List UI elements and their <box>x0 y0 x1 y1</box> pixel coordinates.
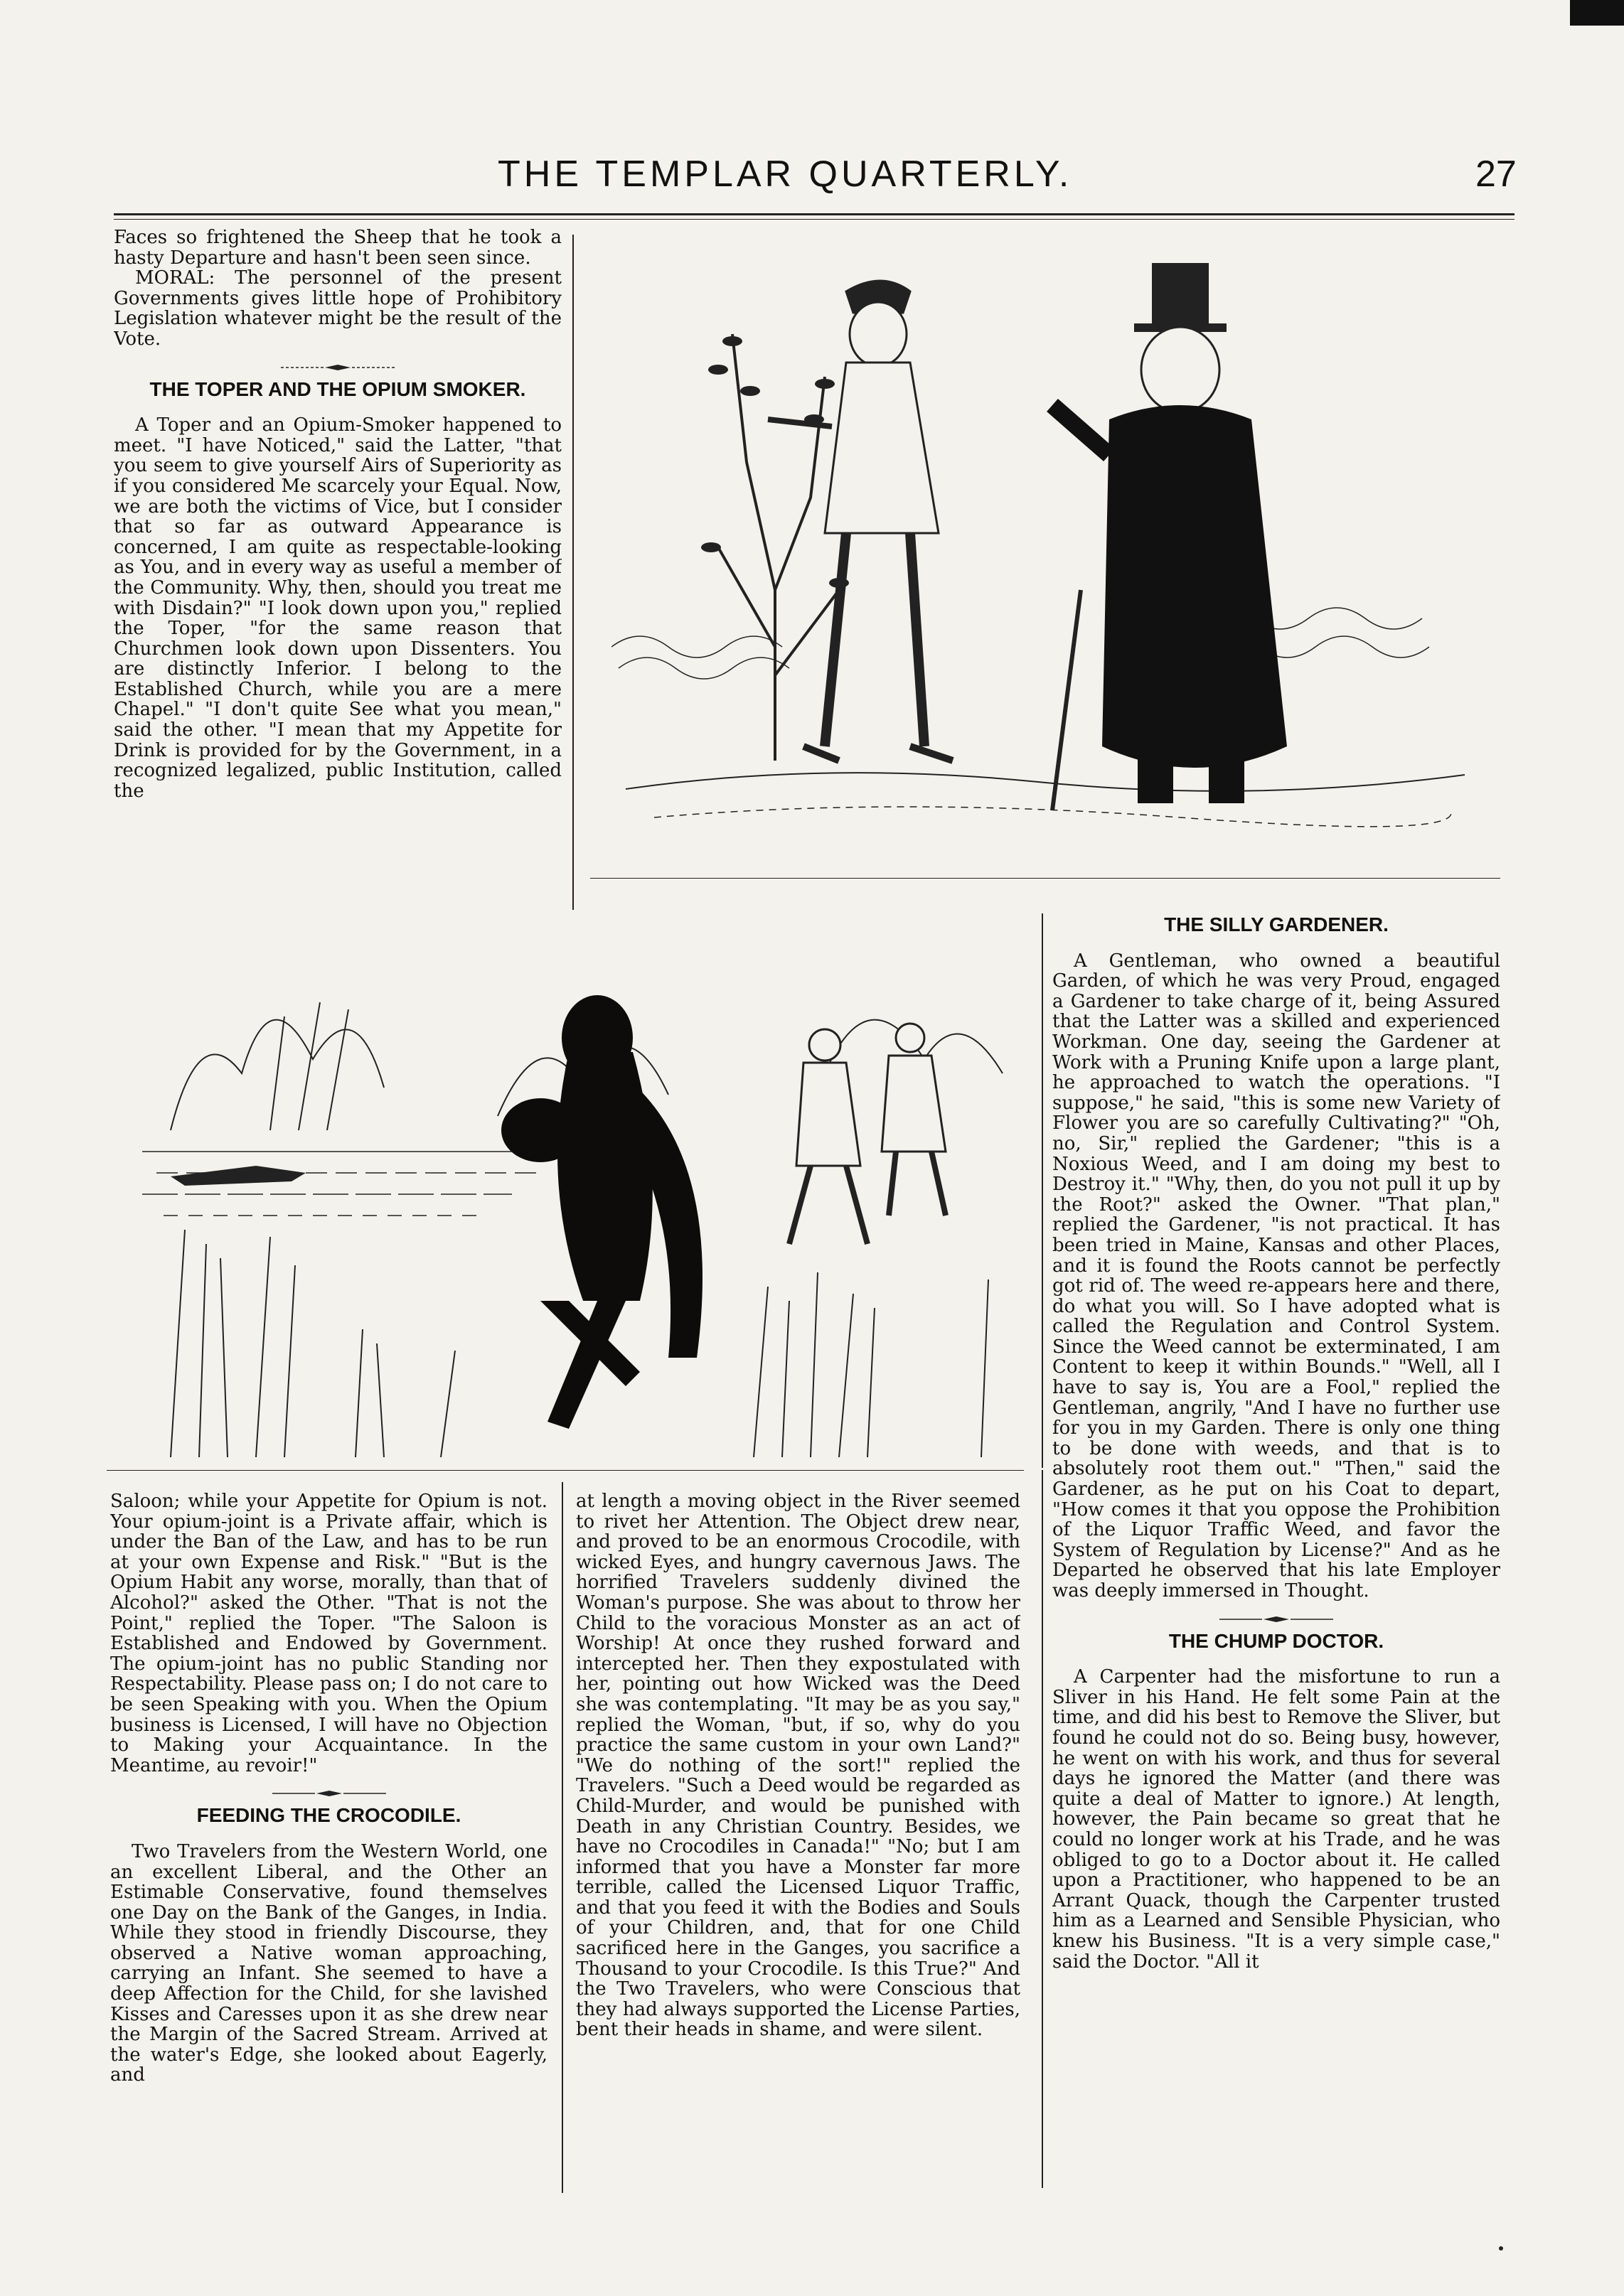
story-body: A Gentleman, who owned a beautiful Garden, of which he was very Proud, engaged a Gardener to take charge of it, being Assured that the Latter was a skilled and experienced Workman. One day, seeing the Gardener at Work with a Pruning Knife upon a large plant, he approached to watch the operations. "I suppose," he said, "this is some new Variety of Flower you are so carefully Cultivating?" "Oh, no, Sir," replied the Gardener; "this is a Noxious Weed, and I am doing my best to Destroy it." "Why, then, do you not pull it up by the Root?" asked the Owner. "That plan," replied the Gardener, "is not practical. It has been tried in Maine, Kansas and other Places, and it is found the Roots cannot be perfectly got rid of. The weed re-appears here and there, do what you will. So I have adopted what is called the Regulation and Control System. Since the Weed cannot be exterminated, I am Content to keep it within Bounds." "Well, all I have to say is, You are a Fool," replied the Gentleman, angrily, "And I have no further use for you in my Garden. There is only one thing to be done with weeds, and that is to absolutely root them out." "Then," said the Gardener, as he put on his Coat to depart, "How comes it that you oppose the Prohibition of the Liquor Traffic Weed, and favor the System of Regulation by License?" And as he Departed he observed that his late Employer was deeply immersed in Thought. <box>1052 950 1500 1602</box>
header-rule <box>114 213 1515 215</box>
section-ornament <box>272 1790 386 1797</box>
header-rule-thin <box>114 219 1515 220</box>
story-continuation: Faces so frightened the Sheep that he took a hasty Departure and hasn't been seen since. <box>114 227 562 269</box>
left-top-column <box>114 227 562 903</box>
column-divider <box>562 1482 563 2193</box>
page-speck <box>1499 2246 1503 2251</box>
right-column <box>1052 906 1500 2186</box>
column-divider <box>1042 1470 1043 2188</box>
page-number: 27 <box>1475 154 1517 195</box>
story-body: A Carpenter had the misfortune to run a Sliver in his Hand. He felt some Pain at the time, and did his best to Remove the Sliver, but found he could not do so. Being busy, however, he went on with his work, and thus for several days he ignored the Matter (and there was quite a deal of Matter to ignore.) At length, however, the Pain became so great that he could no longer work at his Trade, and he was obliged to go to a Doctor about it. He called upon a Practitioner, who happened to be an Arrant Quack, though the Carpenter trusted him as a Learned and Sensible Physician, who knew his Business. "It is a very simple case," said the Doctor. "All it <box>1052 1666 1500 1973</box>
running-header-title: THE TEMPLAR QUARTERLY. <box>498 154 1073 195</box>
story-heading: THE TOPER AND THE OPIUM SMOKER. <box>149 377 526 400</box>
story-body: A Toper and an Opium-Smoker happened to meet. "I have Noticed," said the Latter, "that you seem to give yourself Airs of Superiority as if you considered Me scarcely your Equal. Now, we are both the victims of Vice, but I consider that so far as outward Appearance is concerned, I am quite as respectable-looking as You, and in every way as useful a member of the Community. Why, then, should you treat me with Disdain?" "I look down upon you," replied the Toper, "for the same reason that Churchmen look down upon Dissenters. You are distinctly Inferior. I belong to the Established Church, while you are a mere Chapel." "I don't quite See what you mean," said the other. "I mean that my Appetite for Drink is provided for by the Government, in a recognized legalized, public Institution, called the <box>114 414 562 802</box>
story-continuation: at length a moving object in the River seemed to rivet her Attention. The Object drew near, and proved to be an enormous Crocodile, with wicked Eyes, and hungry cavernous Jaws. The horrified Travelers suddenly divined the Woman's purpose. She was about to throw her Child to the voracious Monster as an act of Worship! At once they rushed forward and intercepted her. Then they expostulated with her, pointing out how Wicked was the Deed she was contemplating. "It may be as you say," replied the Woman, "but, if so, why do you practice the same custom in your own Land?" "We do nothing of the sort!" replied the Travelers. "Such a Deed would be regarded as Child-Murder, and would be punished with Death in any Christian Country. Besides, we have no Crocodiles in Canada!" "No; but I am informed that you have a Monster far more terrible, called the Licensed Liquor Traffic, and that you feed it with the Bodies and Souls of your Children, and, that for one Child sacrificed here in the Ganges, you sacrifice a Thousand to your Crocodile. Is this True?" And the Two Travelers, who were Conscious that they had always supported the License Parties, bent their heads in shame, and were silent. <box>576 1491 1020 2041</box>
story-continuation: Saloon; while your Appetite for Opium is not. Your opium-joint is a Private affair, which is under the Ban of the Law, and has to be run at your own Expense and Risk." "But is the Opium Habit any worse, morally, than that of Alcohol?" asked the Other. "That is not the Point," replied the Toper. "The Saloon is Established and Endowed by Government. The opium-joint has no public Standing nor Respectability. Please pass on; I do not care to be seen Speaking with you. When the Opium business is Licensed, I will have no Objection to Making your Acquaintance. In the Meantime, au revoir!" <box>110 1491 547 1776</box>
section-rule <box>590 878 1500 879</box>
section-rule <box>107 1470 1024 1471</box>
corner-mark <box>1570 0 1624 26</box>
story-heading: THE SILLY GARDENER. <box>1164 913 1389 935</box>
story-heading: THE CHUMP DOCTOR. <box>1168 1629 1384 1652</box>
bottom-middle-column <box>576 1491 1020 2188</box>
bottom-left-column <box>110 1491 547 2188</box>
river-illustration <box>142 931 1017 1457</box>
gardener-illustration <box>611 249 1479 867</box>
section-ornament <box>281 364 395 371</box>
column-divider <box>572 235 574 910</box>
story-heading: FEEDING THE CROCODILE. <box>196 1804 461 1827</box>
moral-paragraph: MORAL: The personnel of the present Governments gives little hope of Prohibitory Legislation whatever might be the result of the Vote. <box>114 267 562 350</box>
story-body: Two Travelers from the Western World, one an excellent Liberal, and the Other an Estimable Conservative, found themselves one Day on the Bank of the Ganges, in India. While they stood in friendly Discourse, they observed a Native woman approaching, carrying an Infant. She seemed to have a deep Affection for the Child, for she lavished Kisses and Caresses upon it as she drew near the Margin of the Sacred Stream. Arrived at the water's Edge, she looked about Eagerly, and <box>110 1840 547 2086</box>
column-divider <box>1042 913 1043 1468</box>
section-ornament <box>1219 1616 1333 1623</box>
